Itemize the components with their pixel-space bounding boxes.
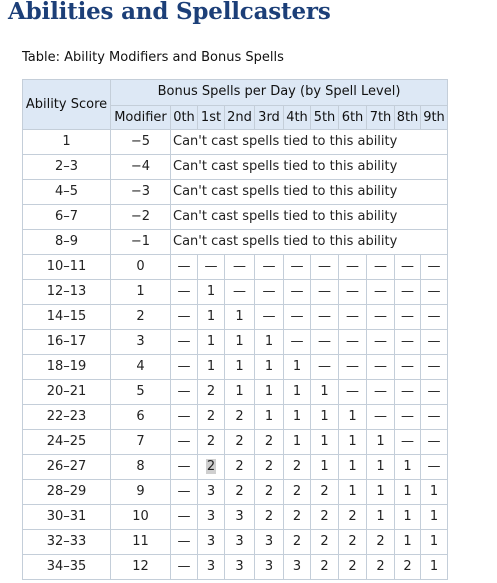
bonus-spells-cell: — <box>395 330 421 355</box>
bonus-spells-cell: 2 <box>255 430 284 455</box>
bonus-spells-cell: 1 <box>339 455 367 480</box>
bonus-spells-cell: 2 <box>255 505 284 530</box>
bonus-spells-cell: 1 <box>284 380 311 405</box>
bonus-spells-cell: 1 <box>255 330 284 355</box>
bonus-spells-cell: 1 <box>284 430 311 455</box>
bonus-spells-cell: — <box>171 555 198 580</box>
table-row <box>23 355 448 380</box>
bonus-spells-cell: 2 <box>339 505 367 530</box>
bonus-spells-cell: — <box>367 355 395 380</box>
bonus-spells-cell: 2 <box>367 555 395 580</box>
bonus-spells-cell: 1 <box>367 455 395 480</box>
table-row <box>23 305 448 330</box>
bonus-spells-cell: — <box>367 305 395 330</box>
bonus-spells-cell: — <box>311 305 339 330</box>
bonus-spells-cell: — <box>284 280 311 305</box>
spell-level-header: 9th <box>421 105 448 130</box>
bonus-spells-cell: — <box>171 355 198 380</box>
bonus-spells-cell: 2 <box>198 380 225 405</box>
bonus-spells-cell: 1 <box>198 330 225 355</box>
bonus-spells-cell: 3 <box>225 555 255 580</box>
modifier-cell: −2 <box>111 205 171 230</box>
ability-score-cell: 18–19 <box>23 355 111 380</box>
bonus-spells-cell: — <box>255 255 284 280</box>
bonus-spells-cell: — <box>421 330 448 355</box>
spell-level-header: 7th <box>367 105 395 130</box>
bonus-spells-cell: — <box>171 455 198 480</box>
ability-score-cell: 26–27 <box>23 455 111 480</box>
table-row <box>23 405 448 430</box>
no-cast-note: Can't cast spells tied to this ability <box>171 180 448 205</box>
table-row <box>23 380 448 405</box>
table-row <box>23 330 448 355</box>
bonus-spells-cell: — <box>421 455 448 480</box>
bonus-spells-cell: 1 <box>367 430 395 455</box>
bonus-spells-cell: 2 <box>284 480 311 505</box>
modifier-cell: 2 <box>111 305 171 330</box>
bonus-spells-cell: 1 <box>198 280 225 305</box>
bonus-spells-cell: — <box>367 330 395 355</box>
bonus-spells-cell: — <box>171 430 198 455</box>
ability-score-cell: 12–13 <box>23 280 111 305</box>
spell-level-header: 3rd <box>255 105 284 130</box>
bonus-spells-cell: 1 <box>339 430 367 455</box>
bonus-spells-cell: 2 <box>255 455 284 480</box>
table-row <box>23 155 448 180</box>
modifier-cell: 6 <box>111 405 171 430</box>
bonus-spells-cell: 2 <box>225 405 255 430</box>
modifier-cell: 0 <box>111 255 171 280</box>
bonus-spells-cell: 2 <box>225 480 255 505</box>
modifier-cell: −4 <box>111 155 171 180</box>
bonus-spells-cell: — <box>421 280 448 305</box>
bonus-spells-cell <box>198 455 225 480</box>
table-row <box>23 205 448 230</box>
bonus-spells-cell: 3 <box>225 530 255 555</box>
bonus-spells-cell: 3 <box>198 555 225 580</box>
bonus-spells-cell: — <box>339 280 367 305</box>
bonus-spells-cell: 1 <box>311 405 339 430</box>
bonus-spells-cell: 1 <box>395 480 421 505</box>
bonus-spells-cell: — <box>311 255 339 280</box>
bonus-spells-cell: — <box>171 255 198 280</box>
bonus-spells-cell: — <box>395 355 421 380</box>
bonus-spells-cell: 3 <box>284 555 311 580</box>
bonus-spells-cell: — <box>225 280 255 305</box>
table-row <box>23 455 448 480</box>
spell-level-header: 2nd <box>225 105 255 130</box>
no-cast-note: Can't cast spells tied to this ability <box>171 130 448 155</box>
ability-score-cell: 34–35 <box>23 555 111 580</box>
bonus-spells-cell: — <box>367 405 395 430</box>
table-row <box>23 230 448 255</box>
bonus-spells-cell: 3 <box>255 555 284 580</box>
modifier-cell: 3 <box>111 330 171 355</box>
bonus-spells-cell: 3 <box>225 505 255 530</box>
spell-level-header: 4th <box>284 105 311 130</box>
bonus-spells-cell: — <box>339 380 367 405</box>
bonus-spells-cell: 1 <box>421 505 448 530</box>
ability-score-cell: 1 <box>23 130 111 155</box>
bonus-spells-cell: — <box>255 280 284 305</box>
spell-level-header: 8th <box>395 105 421 130</box>
bonus-spells-cell: — <box>367 380 395 405</box>
bonus-spells-cell: — <box>421 430 448 455</box>
bonus-spells-cell: — <box>311 280 339 305</box>
bonus-spells-cell: 2 <box>395 555 421 580</box>
bonus-spells-cell: 1 <box>255 405 284 430</box>
bonus-spells-cell: — <box>367 255 395 280</box>
bonus-spells-cell: 1 <box>421 530 448 555</box>
no-cast-note: Can't cast spells tied to this ability <box>171 155 448 180</box>
bonus-spells-cell: 2 <box>225 430 255 455</box>
bonus-spells-cell: 2 <box>311 480 339 505</box>
bonus-spells-cell: — <box>171 380 198 405</box>
table-row <box>23 505 448 530</box>
bonus-spells-cell: 2 <box>311 555 339 580</box>
bonus-spells-cell: 2 <box>311 505 339 530</box>
no-cast-note: Can't cast spells tied to this ability <box>171 230 448 255</box>
modifier-cell: 9 <box>111 480 171 505</box>
bonus-spells-cell: — <box>171 480 198 505</box>
bonus-spells-cell: 1 <box>421 480 448 505</box>
bonus-spells-cell: 1 <box>395 530 421 555</box>
bonus-spells-cell: 2 <box>284 530 311 555</box>
spell-level-header: 1st <box>198 105 225 130</box>
ability-score-header: Ability Score <box>23 80 111 130</box>
bonus-spells-cell: 2 <box>198 405 225 430</box>
table-row <box>23 280 448 305</box>
ability-score-cell: 24–25 <box>23 430 111 455</box>
table-row <box>23 430 448 455</box>
bonus-spells-cell: 2 <box>311 530 339 555</box>
bonus-spells-cell: 1 <box>311 455 339 480</box>
modifier-cell: 1 <box>111 280 171 305</box>
bonus-spells-cell: — <box>339 305 367 330</box>
bonus-spells-cell: — <box>421 380 448 405</box>
bonus-spells-cell: 1 <box>367 480 395 505</box>
bonus-spells-cell: — <box>367 280 395 305</box>
bonus-spells-cell: 1 <box>225 380 255 405</box>
table-row <box>23 130 448 155</box>
bonus-spells-cell: — <box>171 405 198 430</box>
bonus-spells-cell: 3 <box>198 530 225 555</box>
bonus-spells-cell: 1 <box>339 480 367 505</box>
ability-score-cell: 30–31 <box>23 505 111 530</box>
ability-score-cell: 8–9 <box>23 230 111 255</box>
bonus-spells-cell: — <box>339 255 367 280</box>
bonus-spells-cell: — <box>284 305 311 330</box>
bonus-spells-cell: — <box>339 355 367 380</box>
modifier-cell: −3 <box>111 180 171 205</box>
bonus-spells-cell: — <box>284 255 311 280</box>
ability-score-cell: 16–17 <box>23 330 111 355</box>
bonus-spells-cell: 1 <box>421 555 448 580</box>
bonus-spells-cell: 2 <box>367 530 395 555</box>
modifier-column-header: Modifier <box>111 105 171 130</box>
bonus-spells-cell: — <box>395 380 421 405</box>
modifier-cell: 4 <box>111 355 171 380</box>
bonus-spells-cell: — <box>171 505 198 530</box>
table-row <box>23 480 448 505</box>
bonus-spells-cell: 1 <box>395 505 421 530</box>
ability-score-cell: 6–7 <box>23 205 111 230</box>
bonus-spells-cell: — <box>198 255 225 280</box>
modifier-cell: 10 <box>111 505 171 530</box>
spell-level-header: 6th <box>339 105 367 130</box>
bonus-spells-cell: — <box>421 255 448 280</box>
bonus-spells-cell: — <box>311 355 339 380</box>
modifier-cell: 11 <box>111 530 171 555</box>
bonus-spells-cell: — <box>225 255 255 280</box>
ability-score-cell: 22–23 <box>23 405 111 430</box>
bonus-spells-cell: 2 <box>198 430 225 455</box>
table-body <box>23 130 448 580</box>
table-caption: Table: Ability Modifiers and Bonus Spells <box>22 50 284 65</box>
ability-score-cell: 4–5 <box>23 180 111 205</box>
bonus-spells-cell: — <box>171 305 198 330</box>
bonus-spells-cell: 1 <box>367 505 395 530</box>
bonus-spells-cell: 1 <box>339 405 367 430</box>
table-row <box>23 255 448 280</box>
bonus-spells-cell: — <box>311 330 339 355</box>
selected-text: 2 <box>206 459 216 474</box>
ability-score-cell: 10–11 <box>23 255 111 280</box>
page-heading: Abilities and Spellcasters <box>8 0 331 25</box>
bonus-spells-cell: — <box>421 405 448 430</box>
bonus-spells-cell: — <box>395 305 421 330</box>
ability-modifiers-table <box>22 79 448 580</box>
bonus-spells-cell: — <box>395 405 421 430</box>
bonus-spells-cell: 2 <box>255 480 284 505</box>
table-row <box>23 530 448 555</box>
modifier-cell: 12 <box>111 555 171 580</box>
bonus-spells-cell: 1 <box>284 355 311 380</box>
bonus-spells-cell: 1 <box>395 455 421 480</box>
bonus-spells-cell: — <box>255 305 284 330</box>
bonus-spells-cell: 3 <box>255 530 284 555</box>
ability-score-cell: 14–15 <box>23 305 111 330</box>
table-row <box>23 555 448 580</box>
bonus-spells-cell: — <box>284 330 311 355</box>
spell-level-header: 5th <box>311 105 339 130</box>
bonus-spells-cell: — <box>339 330 367 355</box>
bonus-spells-cell: — <box>395 255 421 280</box>
bonus-spells-cell: 1 <box>255 355 284 380</box>
bonus-spells-cell: 3 <box>198 480 225 505</box>
bonus-spells-cell: 1 <box>311 380 339 405</box>
ability-score-cell: 32–33 <box>23 530 111 555</box>
bonus-spells-cell: 3 <box>198 505 225 530</box>
no-cast-note: Can't cast spells tied to this ability <box>171 205 448 230</box>
bonus-spells-cell: — <box>171 280 198 305</box>
modifier-cell: −1 <box>111 230 171 255</box>
modifier-cell: 5 <box>111 380 171 405</box>
modifier-cell: 8 <box>111 455 171 480</box>
bonus-spells-cell: 1 <box>311 430 339 455</box>
ability-score-cell: 2–3 <box>23 155 111 180</box>
bonus-spells-cell: 2 <box>339 530 367 555</box>
bonus-spells-cell: 1 <box>255 380 284 405</box>
bonus-spells-cell: 1 <box>225 355 255 380</box>
bonus-spells-cell: — <box>395 280 421 305</box>
bonus-spells-cell: — <box>171 530 198 555</box>
spell-level-header: 0th <box>171 105 198 130</box>
bonus-spells-cell: 2 <box>284 505 311 530</box>
table-row <box>23 180 448 205</box>
bonus-spells-cell: 2 <box>284 455 311 480</box>
bonus-spells-cell: — <box>421 355 448 380</box>
bonus-spells-cell: — <box>421 305 448 330</box>
bonus-spells-cell: 1 <box>198 305 225 330</box>
modifier-cell: 7 <box>111 430 171 455</box>
bonus-spells-cell: — <box>395 430 421 455</box>
bonus-spells-header: Bonus Spells per Day (by Spell Level) <box>111 80 448 106</box>
bonus-spells-cell: 2 <box>339 555 367 580</box>
ability-score-cell: 20–21 <box>23 380 111 405</box>
bonus-spells-cell: — <box>171 330 198 355</box>
bonus-spells-cell: 2 <box>225 455 255 480</box>
bonus-spells-cell: 1 <box>225 305 255 330</box>
bonus-spells-cell: 1 <box>225 330 255 355</box>
modifier-cell: −5 <box>111 130 171 155</box>
bonus-spells-cell: 1 <box>284 405 311 430</box>
bonus-spells-cell: 1 <box>198 355 225 380</box>
ability-score-cell: 28–29 <box>23 480 111 505</box>
